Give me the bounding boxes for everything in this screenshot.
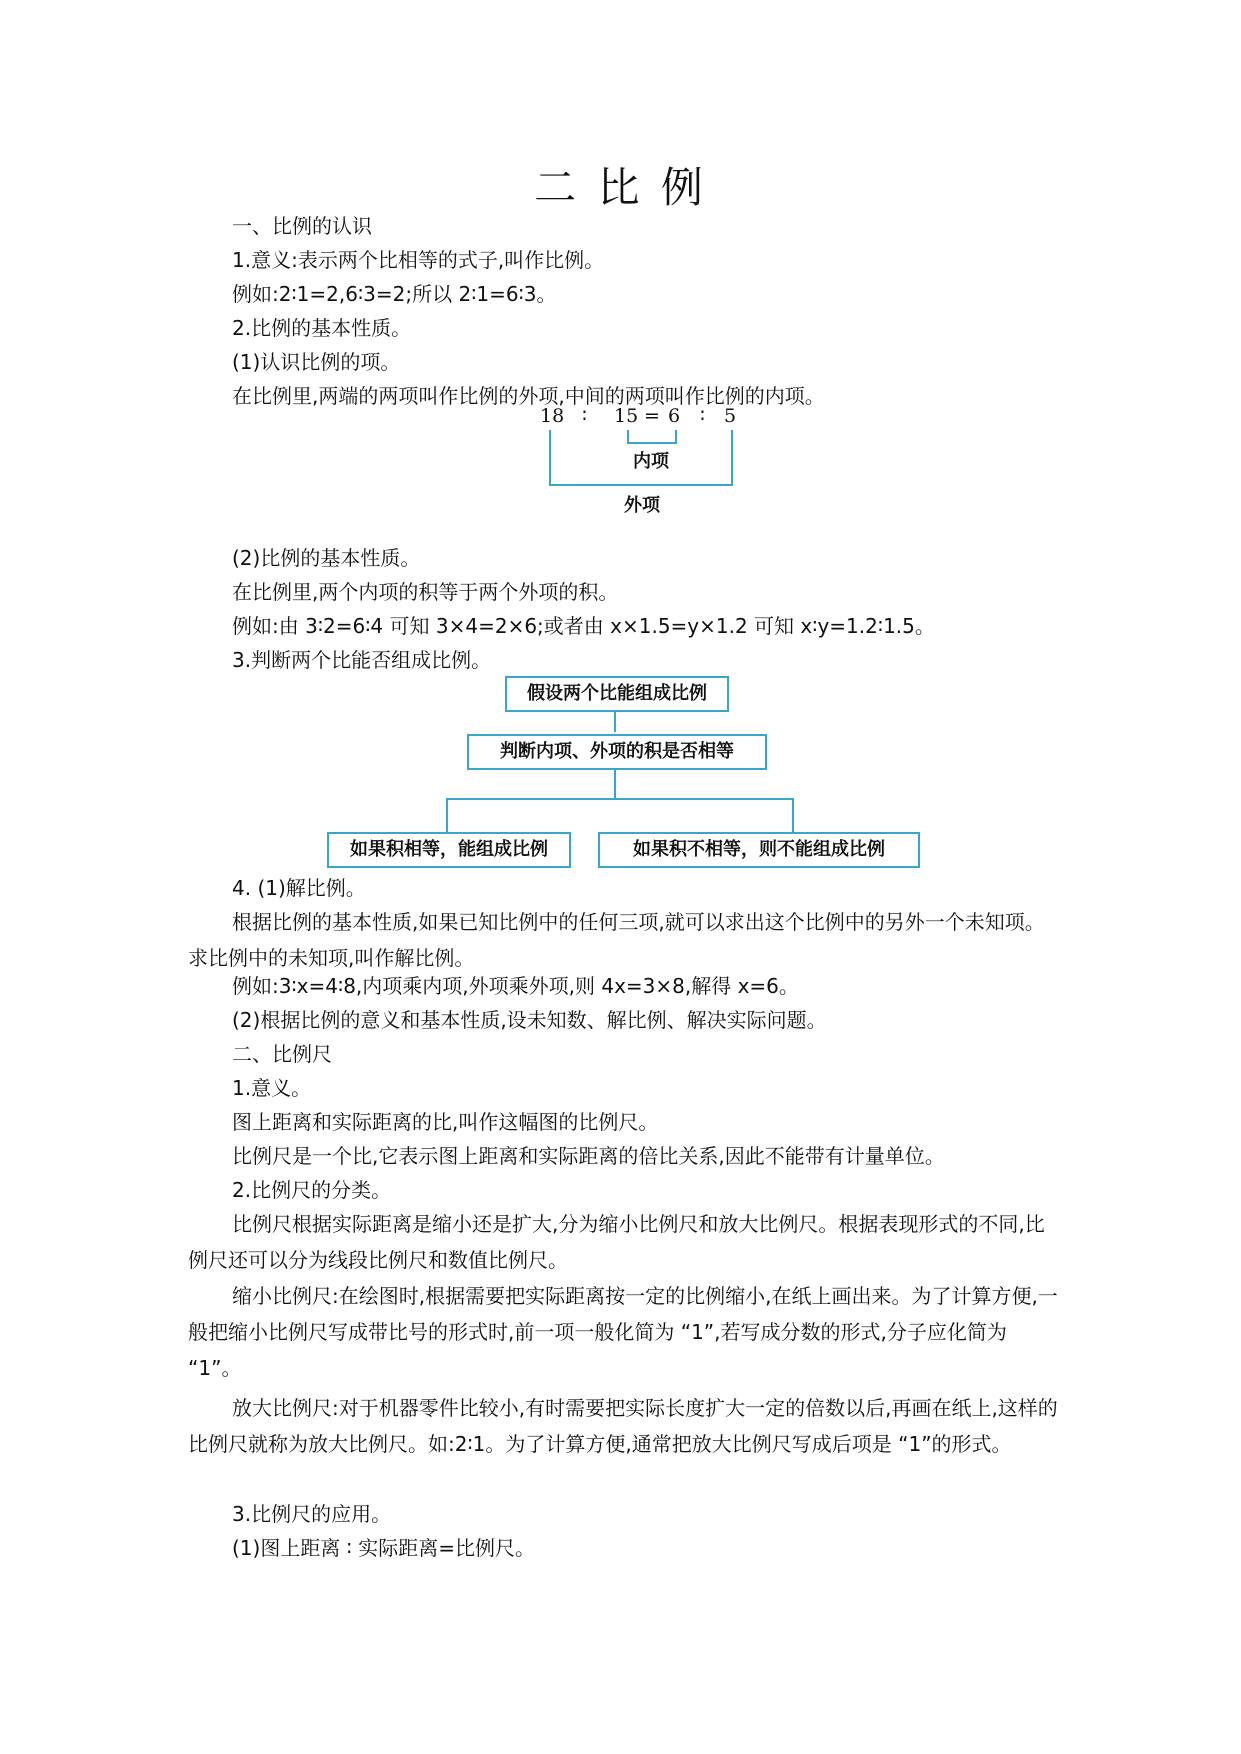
colon: ∶ [700,405,705,427]
text-line: 3.比例尺的应用。 [232,1502,392,1526]
text-line: 4. (1)解比例。 [232,876,366,900]
connector [446,798,794,800]
text-line: 3.判断两个比能否组成比例。 [232,648,492,672]
paragraph: 放大比例尺:对于机器零件比较小,有时需要把实际长度扩大一定的倍数以后,再画在纸上,这样的比例尺就称为放大比例尺。如:2∶1。为了计算方便,通常把放大比例尺写成后项是 “1”的形式。 [188,1396,1058,1456]
flow-step-check: 判断内项、外项的积是否相等 [467,734,767,770]
text-line: 比例尺是一个比,它表示图上距离和实际距离的倍比关系,因此不能带有计量单位。 [232,1144,945,1168]
connector [792,798,794,832]
section-heading-proportion: 一、比例的认识 [232,214,372,238]
flow-step-assume: 假设两个比能组成比例 [505,676,729,712]
text-line: 2.比例尺的分类。 [232,1178,392,1202]
term-2: 15 [614,405,639,427]
paragraph: 比例尺根据实际距离是缩小还是扩大,分为缩小比例尺和放大比例尺。根据表现形式的不同,比例尺还可以分为线段比例尺和数值比例尺。 [188,1212,1045,1272]
page-title: 二 比 例 [534,163,707,212]
text-line: 2.比例的基本性质。 [232,316,412,340]
text-line: (1)认识比例的项。 [232,350,401,374]
proportion-terms-diagram [540,405,750,525]
paragraph: 根据比例的基本性质,如果已知比例中的任何三项,就可以求出这个比例中的另外一个未知项。求比例中的未知项,叫作解比例。 [188,910,1045,970]
flow-result-yes: 如果积相等，能组成比例 [327,832,571,868]
paragraph: 缩小比例尺:在绘图时,根据需要把实际距离按一定的比例缩小,在纸上画出来。为了计算方便,一般把缩小比例尺写成带比号的形式时,前一项一般化简为 “1”,若写成分数的形式,分子应化简为 “1”。 [188,1284,1058,1380]
text-line: (1)图上距离 ∶ 实际距离=比例尺。 [232,1536,536,1560]
text-line: (2)根据比例的意义和基本性质,设未知数、解比例、解决实际问题。 [232,1008,827,1032]
text-line: (2)比例的基本性质。 [232,546,421,570]
text-line: 例如:3∶x=4∶8,内项乘内项,外项乘外项,则 4x=3×8,解得 x=6。 [232,974,799,998]
colon: ∶ [582,405,587,427]
flow-result-no: 如果积不相等，则不能组成比例 [598,832,920,868]
connector [614,712,616,732]
text-line: 例如:由 3∶2=6∶4 可知 3×4=2×6;或者由 x×1.5=y×1.2 可知 x∶y=1.2∶1.5。 [232,614,935,638]
outer-terms-label: 外项 [624,495,660,516]
connector [614,770,616,798]
equals: = [644,405,660,427]
term-4: 5 [724,405,737,427]
text-line: 图上距离和实际距离的比,叫作这幅图的比例尺。 [232,1110,659,1134]
text-line: 在比例里,两端的两项叫作比例的外项,中间的两项叫作比例的内项。 [232,384,825,408]
section-heading-scale: 二、比例尺 [232,1042,332,1066]
term-1: 18 [540,405,565,427]
connector [446,798,448,832]
text-line: 1.意义。 [232,1076,312,1100]
term-3: 6 [668,405,681,427]
text-line: 在比例里,两个内项的积等于两个外项的积。 [232,580,619,604]
text-line: 例如:2∶1=2,6∶3=2;所以 2∶1=6∶3。 [232,282,557,306]
inner-terms-label: 内项 [633,451,669,472]
text-line: 1.意义:表示两个比相等的式子,叫作比例。 [232,248,605,272]
